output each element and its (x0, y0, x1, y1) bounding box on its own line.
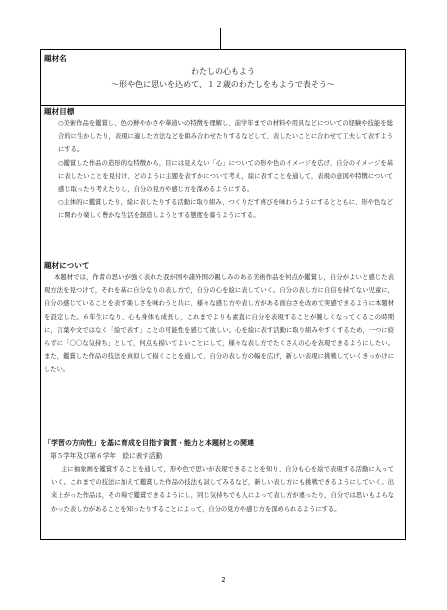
goal-item-thinking: ○鑑賞した作品の造形的な特徴から，目には見えない「心」についての形や色のイメージを広げ、自分のイメージを基に表したいことを見付け、どのように主題を表すかについて考え，絵に表すことを通して，表現の意図や特徴について感じ取ったり考えたりし，自分の見方や感じ方を深めるようにする。 (58, 159, 393, 194)
lesson-plan-box (40, 49, 406, 540)
theme-label: 題材名 (44, 54, 67, 63)
about-text: 本題材では，作者の思いが強く表れた我が国や諸外国の親しみのある美術作品を何点か鑑賞し，自分がよいと感じた表現方法を見つけて，それを基に自分なりの表し方で，自分の心を絵に表していく。自分の表し方に自信を持てない児童に，自分の感じていることを表す楽しさを味わうと共に、様々な感じ方や表し方がある面白さを改めて実感できるように本題材を設定した。６年生になり、心も身体も成長し，これまでよりも素直に自分を表現することが難しくなってくるこの時期に，言葉や文ではなく「絵で表す」ことの可能性を感じて欲しい。心を絵に表す活動に取り組みやすくするため，一つに絞らずに「〇〇な気持ち」として，何点も描いてよいことにして，様々な表し方でたくさんの心を表現できるようにしたい。また，鑑賞した作品の技法を真似して描くことを通して、自分の表し方の幅を広げ，新しい表現に挑戦していくきっかけにしたい。 (44, 274, 394, 374)
direction-body (51, 463, 394, 516)
direction-text: 主に抽象画を鑑賞することを通して，形や色で思いが表現できることを知り、自分も心を絵で表現する活動に入っていく。これまでの技法に加えて鑑賞した作品の技法も試してみるなど，新しい表し方にも挑戦できるようにしていく。出来上がった作品は，その場で鑑賞できるようにし，同じ気持ちでも人によって表し方が違ったり，自分では思いもよらなかった表し方があることを知ったりすることによって，自分の見方や感じ方を深められるようにする。 (51, 466, 394, 513)
binding-line (220, 28, 221, 49)
theme-section (41, 50, 405, 106)
goal-item-attitude: ○主体的に鑑賞したり，絵に表したりする活動に取り組み、つくりだす喜びを味わうようにするとともに、形や色などに関わり楽しく豊かな生活を創造しようとする態度を養うようにする。 (58, 199, 393, 220)
direction-grade: 第５学年及び第６学年 絵に表す活動 (50, 452, 163, 460)
goals-label: 題材目標 (44, 107, 75, 116)
goals-list (58, 117, 393, 223)
goal-item-knowledge: ○美術作品を鑑賞し、色の鮮やかさや華道いの特徴を理解し、前学年までの材料や用具などについての経験や技能を総合的に生かしたり，表現に適した方法などを組み合わせたりするなどして、表したいことに合わせて工夫して表すようにする。 (58, 120, 393, 154)
about-body (44, 271, 394, 377)
direction-heading: 「学習の方向性」を基に育成を目指す資質・能力と本題材との関連 (44, 439, 254, 447)
theme-title: わたしの心もよう (191, 67, 255, 76)
page-number: 2 (221, 576, 226, 584)
theme-subtitle: ～形や色に思いを込めて、１２歳のわたしをもようで表そう～ (111, 80, 335, 89)
about-label: 題材について (44, 261, 90, 270)
